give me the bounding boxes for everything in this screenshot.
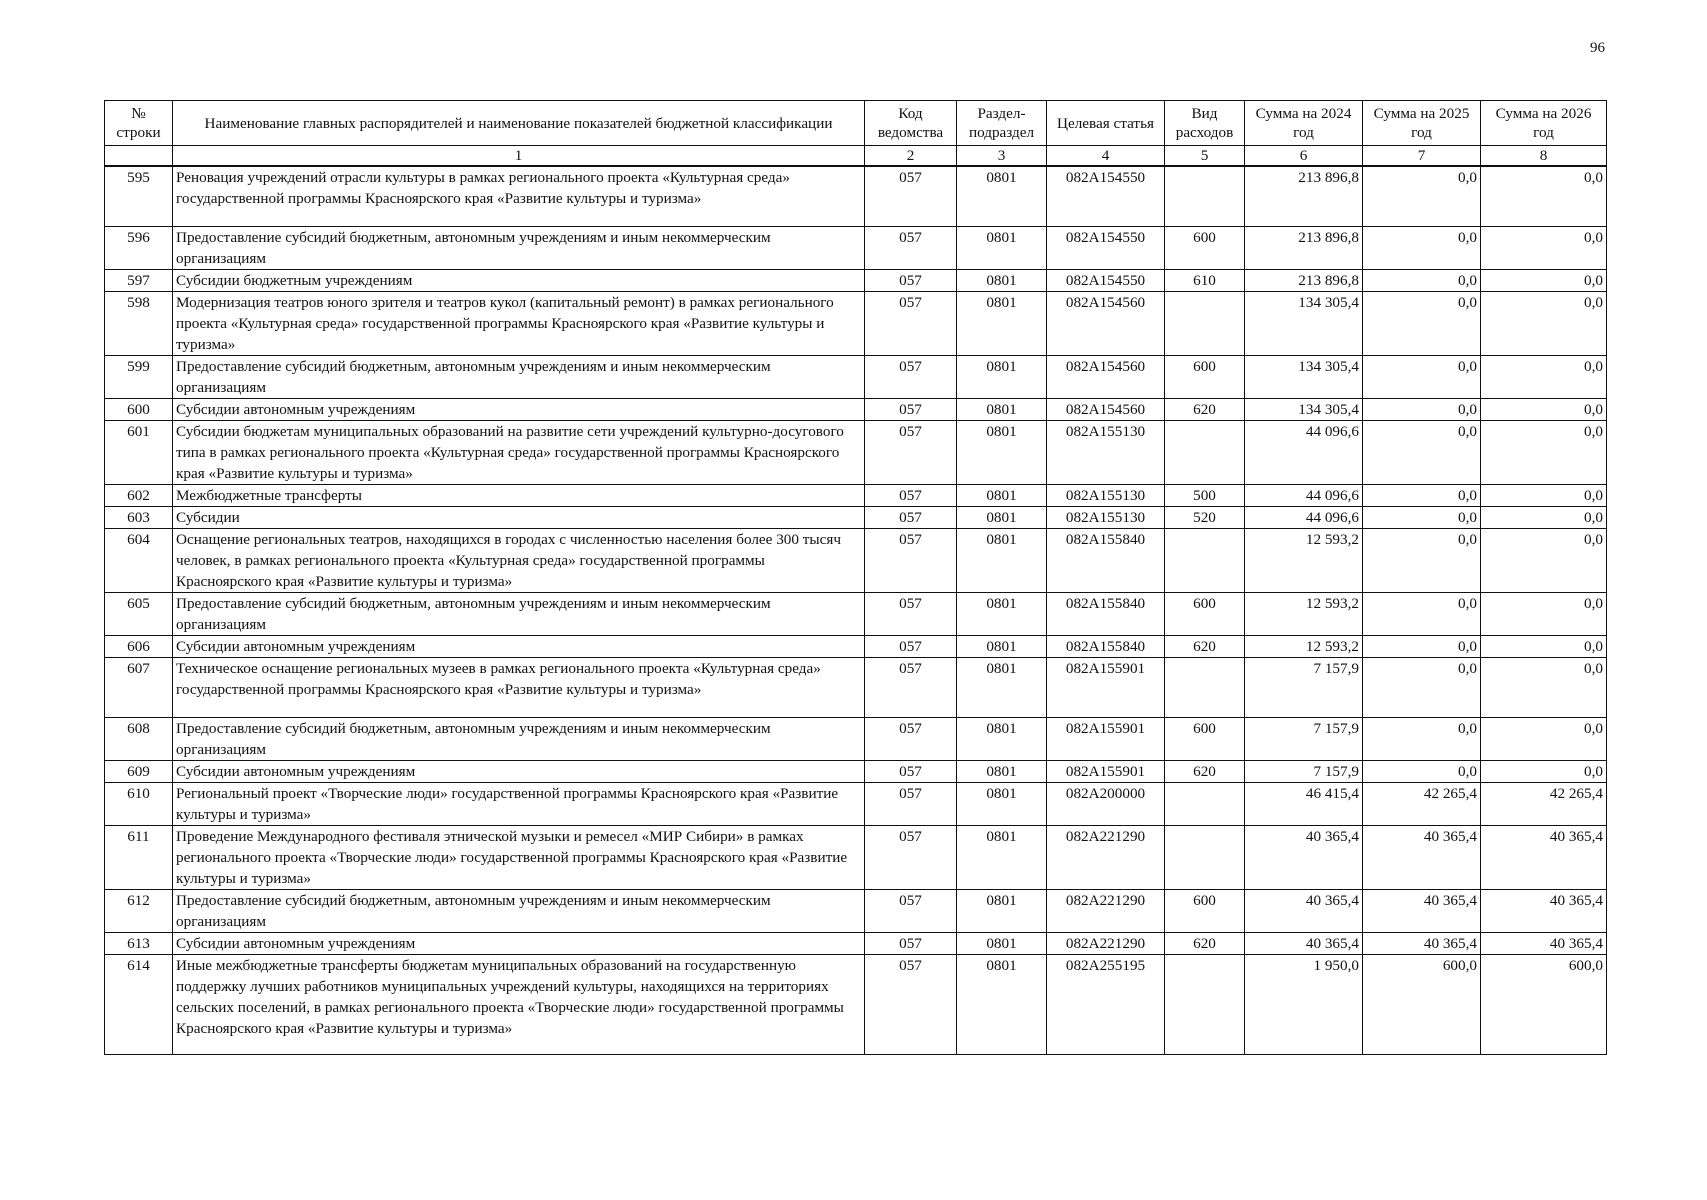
dept-code: 057 [865,484,957,506]
row-name: Субсидии [173,506,865,528]
row-name: Модернизация театров юного зрителя и театров кукол (капитальный ремонт) в рамках регионального проекта «Культурная среда» государственной программы Красноярского края «Развитие культуры и туризма» [173,291,865,355]
target-code: 082A155840 [1047,528,1165,592]
target-code: 082A221290 [1047,825,1165,889]
table-row [105,269,1607,291]
expense-type [1165,420,1245,484]
row-name: Субсидии автономным учреждениям [173,398,865,420]
section-code: 0801 [957,166,1047,226]
table-row [105,226,1607,269]
column-number: 8 [1481,146,1607,167]
dept-code: 057 [865,954,957,1054]
table-row [105,166,1607,226]
section-code: 0801 [957,226,1047,269]
target-code: 082A221290 [1047,889,1165,932]
sum-2026: 0,0 [1481,420,1607,484]
row-name: Субсидии бюджетам муниципальных образований на развитие сети учреждений культурно-досугового типа в рамках регионального проекта «Культурная среда» государственной программы Красноярского края «Развитие культуры и туризма» [173,420,865,484]
section-code: 0801 [957,657,1047,717]
row-number: 598 [105,291,173,355]
sum-2026: 0,0 [1481,166,1607,226]
row-number: 597 [105,269,173,291]
header-dept-code: Код ведомства [865,101,957,146]
table-row [105,398,1607,420]
section-code: 0801 [957,592,1047,635]
expense-type: 600 [1165,889,1245,932]
row-number: 603 [105,506,173,528]
section-code: 0801 [957,506,1047,528]
section-code: 0801 [957,635,1047,657]
sum-2025: 40 365,4 [1363,825,1481,889]
sum-2026: 0,0 [1481,528,1607,592]
section-code: 0801 [957,291,1047,355]
table-row [105,760,1607,782]
target-code: 082A154550 [1047,269,1165,291]
header-sum-2025: Сумма на 2025 год [1363,101,1481,146]
sum-2026: 40 365,4 [1481,825,1607,889]
sum-2024: 40 365,4 [1245,889,1363,932]
row-number: 612 [105,889,173,932]
expense-type: 620 [1165,760,1245,782]
sum-2025: 0,0 [1363,226,1481,269]
section-code: 0801 [957,760,1047,782]
dept-code: 057 [865,932,957,954]
dept-code: 057 [865,291,957,355]
sum-2026: 0,0 [1481,226,1607,269]
table-row [105,420,1607,484]
sum-2025: 42 265,4 [1363,782,1481,825]
row-name: Субсидии автономным учреждениям [173,635,865,657]
sum-2024: 44 096,6 [1245,506,1363,528]
dept-code: 057 [865,825,957,889]
sum-2024: 7 157,9 [1245,717,1363,760]
sum-2024: 134 305,4 [1245,355,1363,398]
section-code: 0801 [957,825,1047,889]
dept-code: 057 [865,782,957,825]
row-name: Оснащение региональных театров, находящихся в городах с численностью населения более 300 тысяч человек, в рамках регионального проекта «Культурная среда» государственной программы Красноярского края «Развитие культуры и туризма» [173,528,865,592]
row-name: Проведение Международного фестиваля этнической музыки и ремесел «МИР Сибири» в рамках регионального проекта «Творческие люди» государственной программы Красноярского края «Развитие культуры и туризма» [173,825,865,889]
target-code: 082A255195 [1047,954,1165,1054]
sum-2025: 0,0 [1363,355,1481,398]
sum-2026: 40 365,4 [1481,889,1607,932]
header-row-no: № строки [105,101,173,146]
sum-2026: 0,0 [1481,760,1607,782]
row-number: 599 [105,355,173,398]
section-code: 0801 [957,420,1047,484]
sum-2025: 0,0 [1363,420,1481,484]
sum-2026: 40 365,4 [1481,932,1607,954]
sum-2024: 7 157,9 [1245,760,1363,782]
expense-type: 600 [1165,226,1245,269]
sum-2025: 0,0 [1363,717,1481,760]
sum-2025: 600,0 [1363,954,1481,1054]
column-number: 6 [1245,146,1363,167]
expense-type [1165,954,1245,1054]
table-row [105,291,1607,355]
target-code: 082A155130 [1047,484,1165,506]
sum-2024: 12 593,2 [1245,592,1363,635]
sum-2024: 134 305,4 [1245,291,1363,355]
sum-2025: 40 365,4 [1363,889,1481,932]
expense-type: 610 [1165,269,1245,291]
sum-2024: 213 896,8 [1245,226,1363,269]
row-name: Иные межбюджетные трансферты бюджетам муниципальных образований на государственную поддержку лучших работников муниципальных учреждений культуры, находящихся на территориях сельских поселений, в рамках регионального проекта «Творческие люди» государственной программы Красноярского края «Развитие культуры и туризма» [173,954,865,1054]
row-number: 610 [105,782,173,825]
row-name: Техническое оснащение региональных музеев в рамках регионального проекта «Культурная среда» государственной программы Красноярского края «Развитие культуры и туризма» [173,657,865,717]
row-number: 596 [105,226,173,269]
table-row [105,932,1607,954]
sum-2024: 40 365,4 [1245,825,1363,889]
dept-code: 057 [865,269,957,291]
section-code: 0801 [957,484,1047,506]
sum-2025: 0,0 [1363,398,1481,420]
dept-code: 057 [865,355,957,398]
table-row [105,954,1607,1054]
row-number: 595 [105,166,173,226]
dept-code: 057 [865,592,957,635]
row-name: Предоставление субсидий бюджетным, автономным учреждениям и иным некоммерческим организациям [173,889,865,932]
sum-2025: 0,0 [1363,635,1481,657]
target-code: 082A154550 [1047,226,1165,269]
row-number: 602 [105,484,173,506]
expense-type [1165,166,1245,226]
sum-2025: 0,0 [1363,760,1481,782]
expense-type: 600 [1165,592,1245,635]
dept-code: 057 [865,528,957,592]
section-code: 0801 [957,269,1047,291]
sum-2026: 0,0 [1481,398,1607,420]
sum-2024: 213 896,8 [1245,269,1363,291]
sum-2025: 40 365,4 [1363,932,1481,954]
row-number: 605 [105,592,173,635]
expense-type [1165,657,1245,717]
target-code: 082A154560 [1047,355,1165,398]
table-row [105,782,1607,825]
row-number: 611 [105,825,173,889]
dept-code: 057 [865,635,957,657]
dept-code: 057 [865,717,957,760]
section-code: 0801 [957,782,1047,825]
dept-code: 057 [865,226,957,269]
row-number: 608 [105,717,173,760]
table-row [105,506,1607,528]
expense-type [1165,291,1245,355]
row-name: Предоставление субсидий бюджетным, автономным учреждениям и иным некоммерческим организациям [173,355,865,398]
target-code: 082A155130 [1047,420,1165,484]
header-expense-type: Вид расходов [1165,101,1245,146]
sum-2024: 44 096,6 [1245,484,1363,506]
target-code: 082A154550 [1047,166,1165,226]
dept-code: 057 [865,166,957,226]
table-row [105,592,1607,635]
sum-2025: 0,0 [1363,528,1481,592]
dept-code: 057 [865,889,957,932]
section-code: 0801 [957,932,1047,954]
header-row [105,101,1607,146]
sum-2025: 0,0 [1363,657,1481,717]
row-name: Региональный проект «Творческие люди» государственной программы Красноярского края «Развитие культуры и туризма» [173,782,865,825]
sum-2026: 0,0 [1481,269,1607,291]
expense-type: 600 [1165,717,1245,760]
expense-type: 620 [1165,635,1245,657]
table-body [105,166,1607,1054]
sum-2026: 0,0 [1481,291,1607,355]
sum-2026: 0,0 [1481,592,1607,635]
row-name: Субсидии автономным учреждениям [173,760,865,782]
table-row [105,657,1607,717]
header-sum-2026: Сумма на 2026 год [1481,101,1607,146]
target-code: 082A155901 [1047,717,1165,760]
column-number: 4 [1047,146,1165,167]
target-code: 082A155840 [1047,635,1165,657]
row-number: 614 [105,954,173,1054]
row-number: 606 [105,635,173,657]
sum-2025: 0,0 [1363,291,1481,355]
target-code: 082A221290 [1047,932,1165,954]
table-row [105,825,1607,889]
sum-2026: 600,0 [1481,954,1607,1054]
sum-2025: 0,0 [1363,166,1481,226]
section-code: 0801 [957,954,1047,1054]
sum-2026: 0,0 [1481,717,1607,760]
target-code: 082A155840 [1047,592,1165,635]
row-name: Субсидии автономным учреждениям [173,932,865,954]
budget-table [104,100,1607,1055]
sum-2024: 12 593,2 [1245,635,1363,657]
expense-type [1165,825,1245,889]
sum-2024: 134 305,4 [1245,398,1363,420]
sum-2026: 42 265,4 [1481,782,1607,825]
dept-code: 057 [865,398,957,420]
column-number: 1 [173,146,865,167]
section-code: 0801 [957,717,1047,760]
section-code: 0801 [957,355,1047,398]
row-number: 613 [105,932,173,954]
expense-type: 620 [1165,398,1245,420]
row-name: Предоставление субсидий бюджетным, автономным учреждениям и иным некоммерческим организациям [173,717,865,760]
sum-2026: 0,0 [1481,484,1607,506]
expense-type: 620 [1165,932,1245,954]
column-number: 3 [957,146,1047,167]
section-code: 0801 [957,889,1047,932]
header-name: Наименование главных распорядителей и наименование показателей бюджетной классификации [173,101,865,146]
column-number-row [105,146,1607,167]
sum-2024: 46 415,4 [1245,782,1363,825]
row-name: Реновация учреждений отрасли культуры в рамках регионального проекта «Культурная среда» государственной программы Красноярского края «Развитие культуры и туризма» [173,166,865,226]
sum-2024: 7 157,9 [1245,657,1363,717]
sum-2026: 0,0 [1481,635,1607,657]
table-row [105,355,1607,398]
column-number: 7 [1363,146,1481,167]
header-sum-2024: Сумма на 2024 год [1245,101,1363,146]
row-name: Предоставление субсидий бюджетным, автономным учреждениям и иным некоммерческим организациям [173,592,865,635]
header-target: Целевая статья [1047,101,1165,146]
row-number: 601 [105,420,173,484]
sum-2025: 0,0 [1363,506,1481,528]
sum-2026: 0,0 [1481,506,1607,528]
section-code: 0801 [957,528,1047,592]
sum-2025: 0,0 [1363,269,1481,291]
sum-2024: 213 896,8 [1245,166,1363,226]
row-name: Предоставление субсидий бюджетным, автономным учреждениям и иным некоммерческим организациям [173,226,865,269]
target-code: 082A155901 [1047,657,1165,717]
row-number: 604 [105,528,173,592]
target-code: 082A155901 [1047,760,1165,782]
page-number: 96 [1590,40,1605,56]
section-code: 0801 [957,398,1047,420]
column-number: 5 [1165,146,1245,167]
sum-2024: 12 593,2 [1245,528,1363,592]
sum-2024: 44 096,6 [1245,420,1363,484]
row-number: 600 [105,398,173,420]
dept-code: 057 [865,420,957,484]
column-number: 2 [865,146,957,167]
expense-type [1165,528,1245,592]
target-code: 082A154560 [1047,398,1165,420]
sum-2026: 0,0 [1481,657,1607,717]
expense-type: 500 [1165,484,1245,506]
expense-type: 600 [1165,355,1245,398]
table-row [105,528,1607,592]
table-row [105,717,1607,760]
sum-2026: 0,0 [1481,355,1607,398]
table-row [105,889,1607,932]
column-number [105,146,173,167]
row-number: 607 [105,657,173,717]
table-row [105,484,1607,506]
dept-code: 057 [865,657,957,717]
expense-type: 520 [1165,506,1245,528]
sum-2024: 1 950,0 [1245,954,1363,1054]
target-code: 082A155130 [1047,506,1165,528]
dept-code: 057 [865,506,957,528]
table-row [105,635,1607,657]
target-code: 082A154560 [1047,291,1165,355]
row-name: Межбюджетные трансферты [173,484,865,506]
sum-2025: 0,0 [1363,592,1481,635]
dept-code: 057 [865,760,957,782]
row-number: 609 [105,760,173,782]
target-code: 082A200000 [1047,782,1165,825]
sum-2025: 0,0 [1363,484,1481,506]
header-section: Раздел-подраздел [957,101,1047,146]
expense-type [1165,782,1245,825]
sum-2024: 40 365,4 [1245,932,1363,954]
row-name: Субсидии бюджетным учреждениям [173,269,865,291]
